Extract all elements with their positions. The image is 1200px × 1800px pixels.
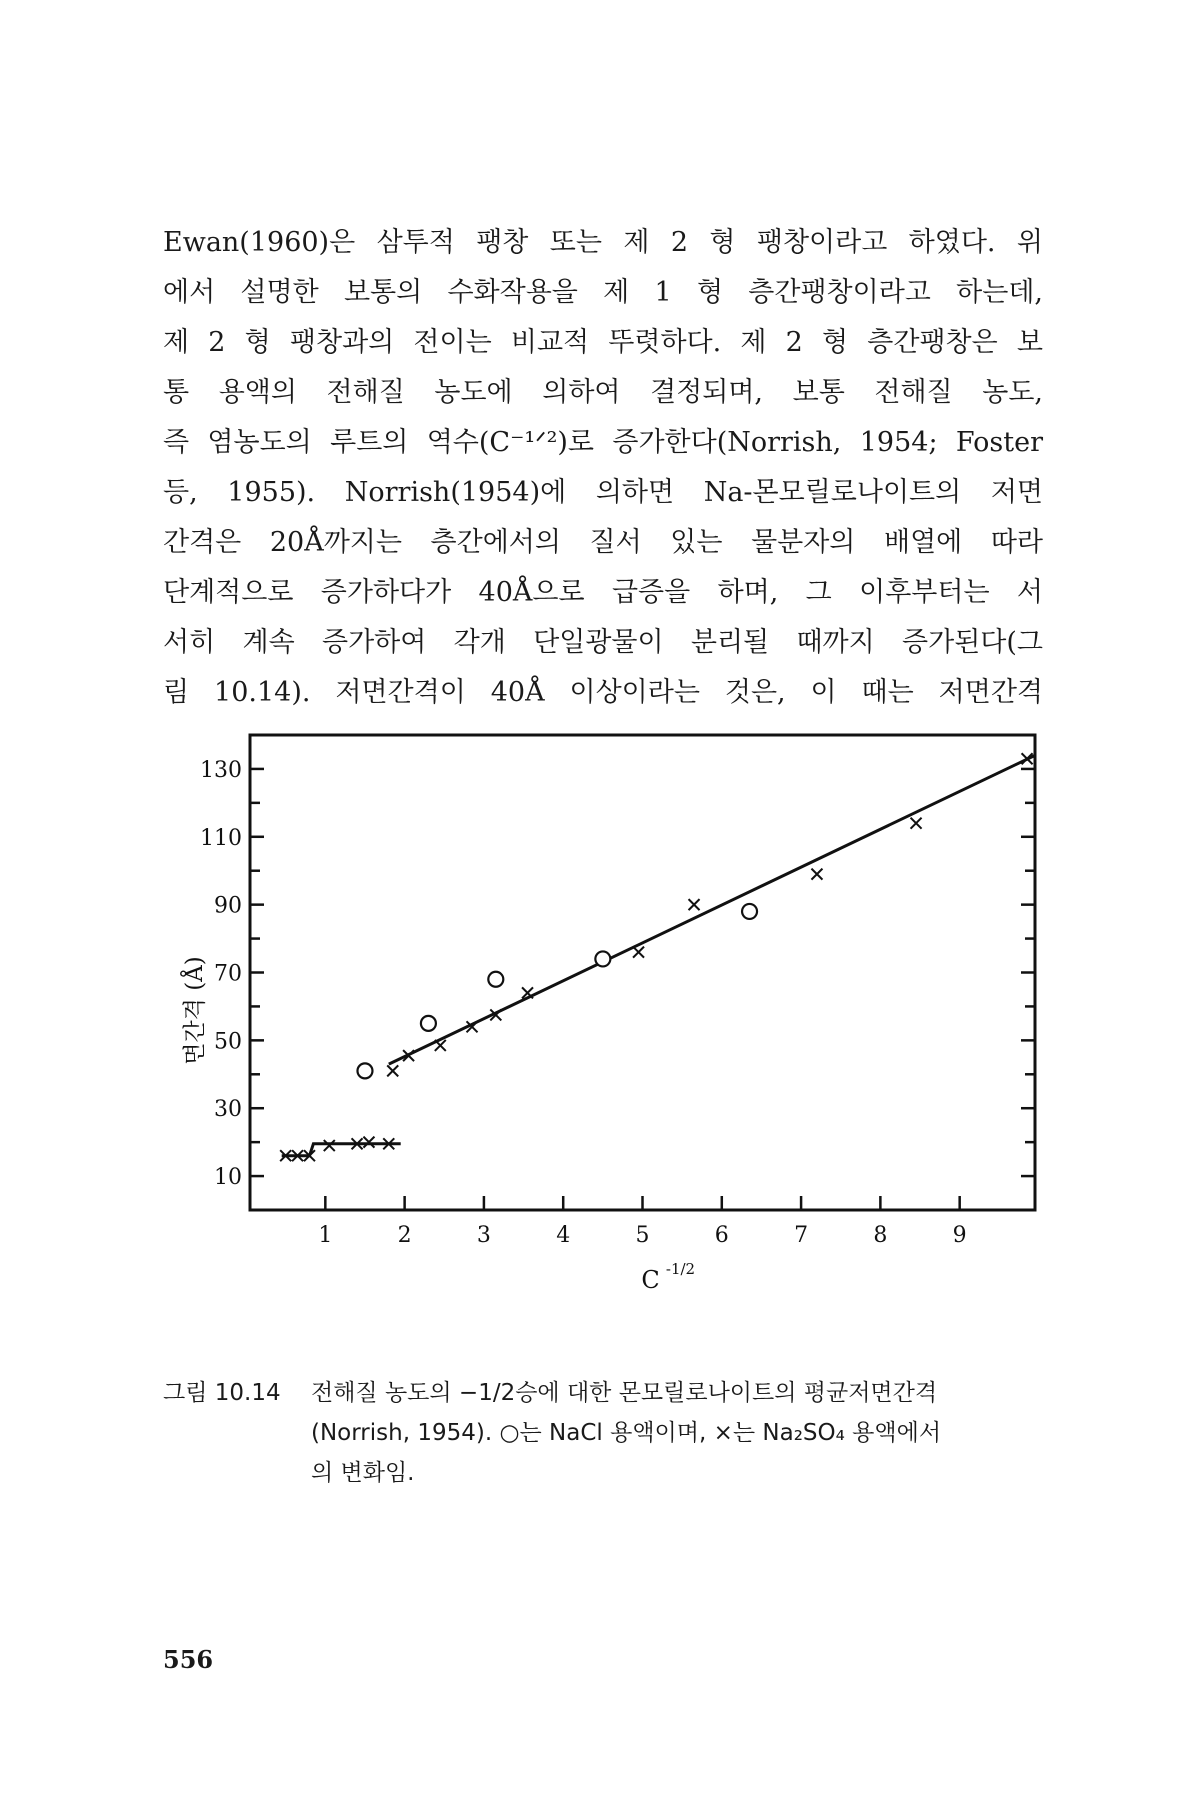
y-tick-label: 10: [214, 1165, 242, 1191]
caption-label: 그림 10.14: [163, 1380, 281, 1406]
x-tick-label: 1: [318, 1223, 333, 1248]
na2so4-point: [811, 869, 822, 880]
x-tick-label: 8: [873, 1223, 888, 1248]
y-tick-label: 30: [214, 1097, 242, 1123]
x-tick-label: 3: [476, 1223, 491, 1248]
x-tick-label: 2: [397, 1223, 412, 1248]
scatter-plot-figure: [180, 725, 1050, 1325]
y-tick-label: 70: [214, 961, 242, 987]
caption-line: (Norrish, 1954). ○는 NaCl 용액이며, ×는 Na₂SO₄ 용액에서: [311, 1420, 942, 1446]
na2so4-point: [435, 1040, 446, 1051]
body-paragraph: [163, 218, 1043, 718]
nacl-point: [357, 1063, 372, 1078]
x-tick-label: 7: [794, 1223, 809, 1248]
nacl-point: [742, 904, 757, 919]
caption-text: [311, 1373, 1043, 1493]
x-axis-label: C: [641, 1266, 660, 1294]
x-tick-label: 6: [714, 1223, 729, 1248]
y-tick-label: 90: [214, 893, 242, 919]
scatter-plot: [180, 725, 1050, 1325]
na2so4-point: [689, 899, 700, 910]
body-line: 제 2 형 팽창과의 전이는 비교적 뚜렷하다. 제 2 형 층간팽창은 보: [163, 327, 1043, 358]
caption-line: 전해질 농도의 −1/2승에 대한 몬모릴로나이트의 평균저면간격: [311, 1380, 938, 1406]
x-tick-label: 5: [635, 1223, 650, 1248]
body-line: 림 10.14). 저면간격이 40Å 이상이라는 것은, 이 때는 저면간격: [163, 677, 1043, 708]
y-tick-label: 50: [214, 1029, 242, 1055]
y-axis-label: 면간격 (Å): [182, 956, 208, 1065]
na2so4-point: [324, 1140, 335, 1151]
page-number: 556: [163, 1645, 214, 1674]
body-line: Ewan(1960)은 삼투적 팽창 또는 제 2 형 팽창이라고 하였다. 위: [163, 227, 1043, 258]
body-line: 서히 계속 증가하여 각개 단일광물이 분리될 때까지 증가된다(그: [163, 627, 1043, 658]
na2so4-point: [363, 1137, 374, 1148]
y-tick-label: 110: [200, 825, 242, 851]
body-line: 등, 1955). Norrish(1954)에 의하면 Na-몬모릴로나이트의 저면: [163, 477, 1043, 508]
x-tick-label: 9: [952, 1223, 967, 1248]
y-tick-label: 130: [200, 757, 242, 783]
fit-line-linear-fit: [389, 755, 1035, 1064]
na2so4-point: [387, 1065, 398, 1076]
x-tick-label: 4: [556, 1223, 571, 1248]
caption-line: 의 변화임.: [311, 1460, 415, 1486]
na2so4-point: [911, 818, 922, 829]
body-line: 즉 염농도의 루트의 역수(C⁻¹ᐟ²)로 증가한다(Norrish, 1954; Foster: [163, 427, 1043, 458]
nacl-point: [421, 1016, 436, 1031]
nacl-point: [595, 951, 610, 966]
x-axis-label-superscript: -1/2: [665, 1260, 696, 1278]
na2so4-point: [633, 947, 644, 958]
plot-frame: [250, 735, 1035, 1210]
body-line: 에서 설명한 보통의 수화작용을 제 1 형 층간팽창이라고 하는데,: [163, 277, 1043, 308]
body-line: 통 용액의 전해질 농도에 의하여 결정되며, 보통 전해질 농도,: [163, 377, 1043, 408]
nacl-point: [488, 972, 503, 987]
body-line: 단계적으로 증가하다가 40Å으로 급증을 하며, 그 이후부터는 서: [163, 577, 1043, 608]
body-line: 간격은 20Å까지는 층간에서의 질서 있는 물분자의 배열에 따라: [163, 527, 1043, 558]
